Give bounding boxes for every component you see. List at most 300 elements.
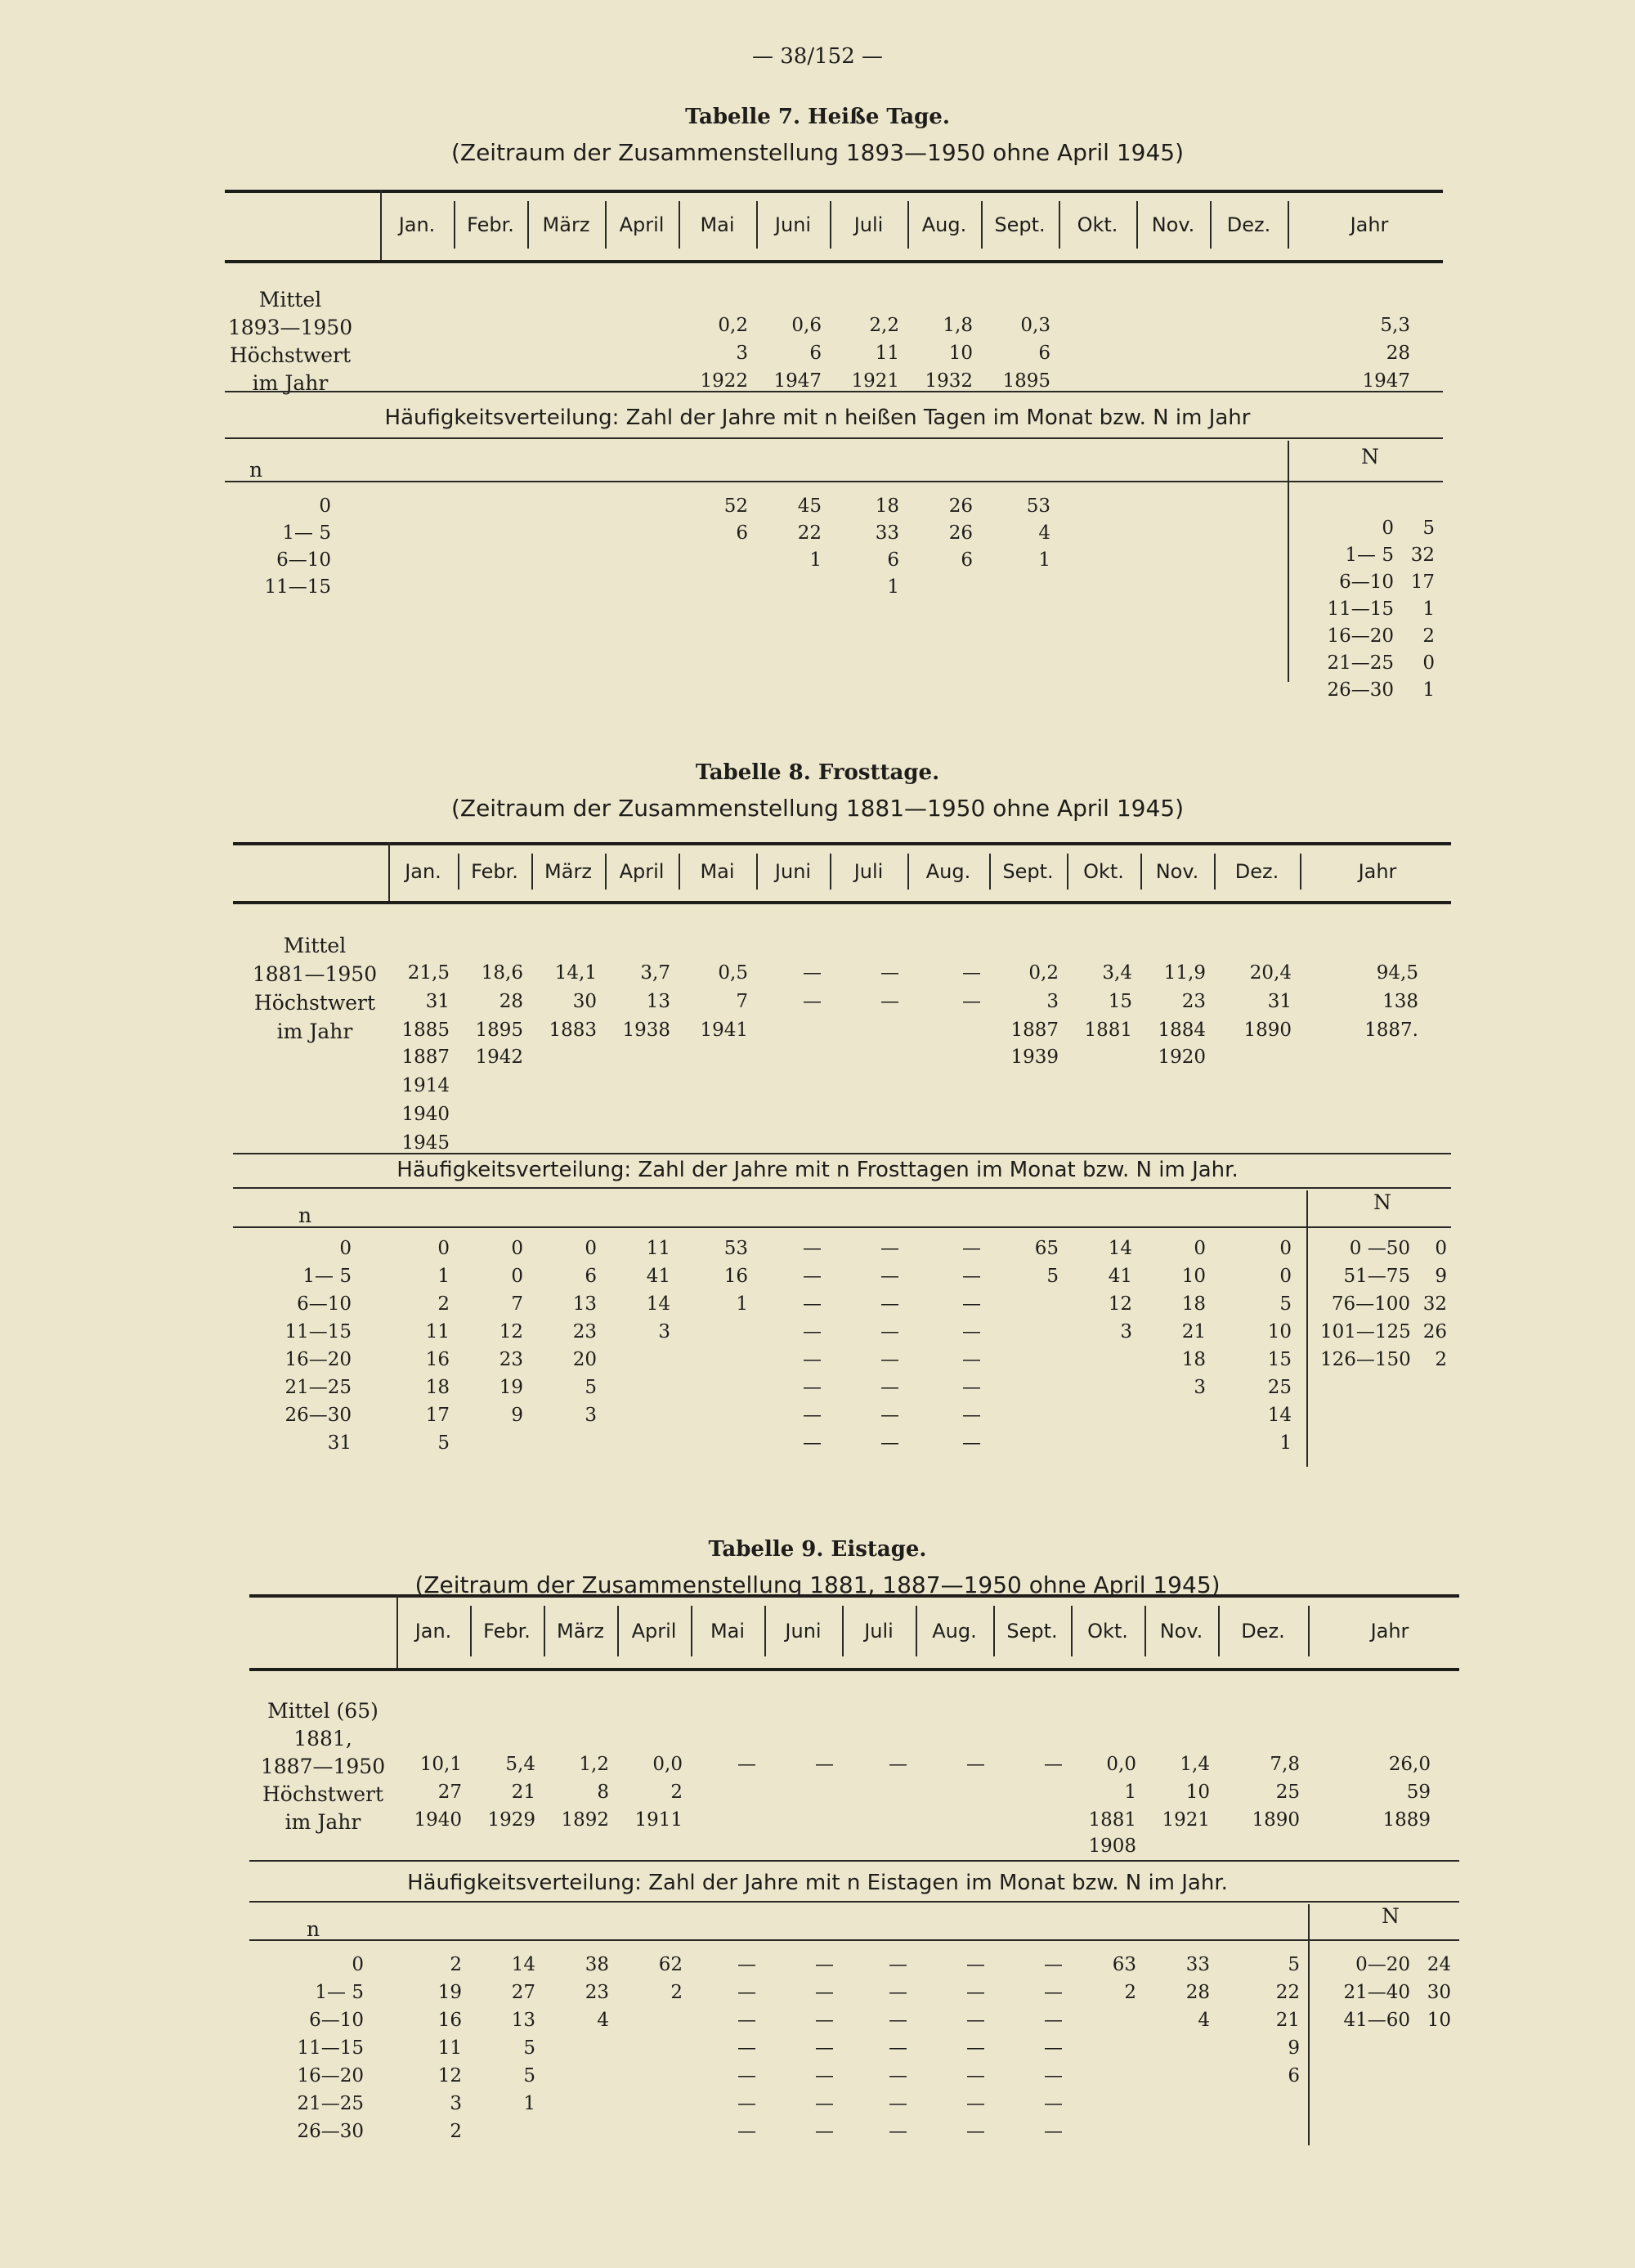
table8-stat-label: im Jahr [276, 1020, 353, 1043]
table9-freq-n-label: 16—20 [297, 2065, 364, 2086]
table9-freq-cell: — [737, 1982, 756, 2003]
table8-freq-cell: 23 [499, 1349, 523, 1370]
table8-freq-cell: 7 [511, 1293, 523, 1315]
table8-freq-cell: — [880, 1432, 899, 1454]
table8-stat-cell: 0,2 [1028, 962, 1059, 984]
table8-freq-cell: — [803, 1321, 822, 1342]
table8-freq-cell: — [962, 1405, 981, 1426]
table8-freq-cell: 15 [1267, 1349, 1292, 1370]
table8-freq-cell: — [803, 1266, 822, 1287]
table7-freq-cell: 1 [809, 549, 822, 571]
table8-stat-year-cell: 94,5 [1376, 962, 1418, 984]
table8-header-month: Aug. [925, 860, 971, 883]
table8-N-header: N [1373, 1190, 1391, 1214]
table8-freq-n-label: 31 [327, 1432, 352, 1454]
table7-freq-n-label: 1— 5 [282, 522, 331, 544]
table7-N-count: 1 [1422, 679, 1435, 701]
table9-freq-cell: 62 [658, 1954, 683, 1975]
table7-freq-n-label: 0 [319, 495, 331, 517]
table8-freq-cell: — [880, 1266, 899, 1287]
table9-freq-cell: 19 [437, 1982, 462, 2003]
table9-stat-cell: 1929 [487, 1809, 535, 1831]
table9-stat-cell: 2 [670, 1782, 683, 1803]
table8-freq-cell: 17 [425, 1405, 450, 1426]
table7-N-divider [1288, 441, 1289, 682]
table9-freq-cell: — [1044, 2037, 1063, 2059]
table8-header-month: Okt. [1083, 860, 1124, 883]
table9-freq-cell: 5 [1288, 1954, 1300, 1975]
table8-stat-cell: 23 [1181, 991, 1206, 1012]
table9-header-divider [1071, 1606, 1073, 1656]
table8-freq-cell: — [803, 1238, 822, 1259]
table8-stat-cell: — [880, 991, 899, 1012]
table9-stat-cell: 27 [437, 1782, 462, 1803]
table8-header-divider [531, 854, 533, 890]
table7-freq-cell: 6 [887, 549, 899, 571]
table9-n-header: n [307, 1917, 320, 1941]
table8-freq-cell: 6 [585, 1266, 597, 1287]
table9-freq-cell: — [815, 2037, 834, 2059]
table8-freq-cell: 14 [1108, 1238, 1132, 1259]
table9-freq-cell: 2 [670, 1982, 683, 2003]
table7-stat-label: Mittel [258, 288, 322, 312]
table8-header-month: März [544, 860, 592, 883]
table9-header-month: Febr. [483, 1620, 531, 1643]
table9-stat-year-cell: 26,0 [1388, 1754, 1431, 1775]
table8-stat-year-cell: 1887. [1364, 1020, 1418, 1041]
table9-header-month: Mai [710, 1620, 746, 1643]
table9-freq-cell: 28 [1185, 1982, 1210, 2003]
table7-freq-cell: 4 [1038, 522, 1050, 544]
table9-freq-cell: — [889, 2093, 907, 2114]
table8-freq-cell: — [880, 1238, 899, 1259]
table8-freq-n-label: 11—15 [284, 1321, 352, 1342]
page-number: — 38/152 — [752, 44, 883, 69]
table9-header-divider [842, 1606, 844, 1656]
table7-freq-cell: 22 [797, 522, 822, 544]
table8-header-month: Juni [774, 860, 812, 883]
table8-freq-cell: — [962, 1321, 981, 1342]
table9-freq-cell: — [815, 1954, 834, 1975]
table7-header-month: Mai [700, 213, 735, 236]
table8-freq-cell: — [803, 1349, 822, 1370]
table9-stat-cell: 1940 [414, 1809, 462, 1831]
table8-freq-cell: 1 [437, 1266, 450, 1287]
table7-stat-cell: 0,3 [1020, 315, 1050, 336]
table7-freq-cell: 45 [797, 495, 822, 517]
table9-N-count: 10 [1427, 2010, 1451, 2031]
table9-freq-cell: — [889, 1982, 907, 2003]
table9-header-month: Sept. [1006, 1620, 1058, 1643]
table8-stat-cell: — [803, 962, 822, 984]
table8-stat-cell: — [880, 962, 899, 984]
table9-freq-cell: 9 [1288, 2037, 1300, 2059]
table8-extra-year-cell: 1939 [1010, 1047, 1059, 1068]
table8-freq-n-label: 21—25 [284, 1377, 352, 1398]
table8-header-top-rule [233, 842, 1451, 845]
table8-freq-cell: 23 [572, 1321, 597, 1342]
table9-freq-cell: 23 [585, 1982, 609, 2003]
table7-header-month: Febr. [467, 213, 514, 236]
table8-N-range: 76—100 [1331, 1293, 1410, 1315]
table9-stat-cell: — [1044, 1754, 1063, 1775]
table8-freq-n-label: 16—20 [284, 1349, 352, 1370]
table7-freq-cell: 33 [875, 522, 899, 544]
table8-extra-year-cell: 1920 [1158, 1047, 1206, 1068]
table8-header-month: Nov. [1155, 860, 1199, 883]
table8-freq-cell: — [803, 1432, 822, 1454]
table9-freq-n-label: 6—10 [309, 2010, 364, 2031]
table8-freq-cell: 19 [499, 1377, 523, 1398]
table8-freq-n-label: 26—30 [284, 1405, 352, 1426]
table9-freq-cell: — [1044, 1982, 1063, 2003]
table9-freq-header-rule [249, 1939, 1459, 1941]
table8-freq-cell: — [880, 1293, 899, 1315]
table8-n-header: n [298, 1203, 312, 1227]
table9-header-divider [916, 1606, 917, 1656]
table8-freq-cell: 14 [646, 1293, 670, 1315]
table8-extra-year-cell: 1887 [401, 1047, 450, 1068]
table7-freq-cell: 1 [1038, 549, 1050, 571]
table8-extra-year-cell: 1914 [401, 1075, 450, 1096]
table9-freq-cell: — [1044, 2121, 1063, 2142]
table8-header-month: April [619, 860, 665, 883]
table9-stat-cell: — [889, 1754, 907, 1775]
table8-header-divider [989, 854, 991, 890]
table7-freq-n-label: 6—10 [276, 549, 331, 571]
table9-header-top-rule [249, 1594, 1459, 1598]
table8-stat-cell: 1881 [1084, 1020, 1132, 1041]
table7-header-divider [605, 201, 607, 249]
table9-freq-cell: — [1044, 2065, 1063, 2086]
table9-freq-n-label: 11—15 [297, 2037, 364, 2059]
table8-N-count: 2 [1435, 1349, 1447, 1370]
table9-freq-n-label: 0 [352, 1954, 364, 1975]
table8-freq-top-rule [233, 1153, 1451, 1154]
table9-header-divider [544, 1606, 545, 1656]
table8-freq-cell: — [803, 1293, 822, 1315]
table9-freq-cell: — [966, 2037, 985, 2059]
table9-header-month: Juni [785, 1620, 822, 1643]
table9-freq-cell: — [966, 2065, 985, 2086]
table8-header-divider [1140, 854, 1142, 890]
table9-stat-cell: — [966, 1754, 985, 1775]
table9-stat-label: Höchstwert [262, 1782, 384, 1806]
table9-stat-cell: 1921 [1162, 1809, 1210, 1831]
table9-freq-cell: — [815, 2093, 834, 2114]
table9-freq-n-label: 26—30 [297, 2121, 364, 2142]
table9-header-divider [470, 1606, 472, 1656]
table8-stat-cell: 7 [736, 991, 748, 1012]
table9-freq-cell: — [815, 1982, 834, 2003]
table7-header-month: Juli [853, 213, 884, 236]
table7-freq-title-rule [225, 437, 1443, 439]
table9-freq-n-label: 21—25 [297, 2093, 364, 2114]
table8-header-month: Dez. [1234, 860, 1279, 883]
table9-header-divider [1144, 1606, 1146, 1656]
table9-freq-cell: — [889, 2121, 907, 2142]
table9-stat-cell: 1911 [634, 1809, 683, 1831]
table9-N-count: 30 [1427, 1982, 1451, 2003]
table9-stat-label: 1887—1950 [260, 1755, 386, 1778]
table9-freq-cell: 63 [1112, 1954, 1136, 1975]
table7-freq-header-rule [225, 481, 1443, 482]
table8-header-month: Mai [700, 860, 735, 883]
table7-header-bottom-rule [225, 260, 1443, 263]
table9-freq-cell: 38 [585, 1954, 609, 1975]
table8-freq-cell: 0 [585, 1238, 597, 1259]
table7-header-divider [1210, 201, 1212, 249]
table7-header-month: Dez. [1226, 213, 1271, 236]
table8-header-divider [605, 854, 607, 890]
table9-N-range: 0—20 [1355, 1954, 1410, 1975]
table7-header-month: Jan. [398, 213, 436, 236]
table8-stat-cell: 1895 [475, 1020, 523, 1041]
table9-freq-cell: 13 [511, 2010, 535, 2031]
table8-N-range: 51—75 [1343, 1266, 1410, 1287]
table8-header-divider [458, 854, 459, 890]
table9-subtitle: (Zeitraum der Zusammenstellung 1881, 1887—1950 ohne April 1945) [414, 1571, 1221, 1598]
table7-subtitle: (Zeitraum der Zusammenstellung 1893—1950 ohne April 1945) [450, 139, 1185, 166]
table8-freq-cell: 10 [1181, 1266, 1206, 1287]
table8-freq-cell: 0 [511, 1266, 523, 1287]
table8-freq-cell: 9 [511, 1405, 523, 1426]
table8-stat-cell: — [803, 991, 822, 1012]
table8-subtitle: (Zeitraum der Zusammenstellung 1881—1950 ohne April 1945) [450, 795, 1185, 822]
table8-freq-cell: 3 [585, 1405, 597, 1426]
table9-freq-cell: 12 [437, 2065, 462, 2086]
table8-stat-cell: 15 [1108, 991, 1132, 1012]
table8-freq-cell: 0 [1194, 1238, 1206, 1259]
table9-header-month: Aug. [932, 1620, 977, 1643]
table9-stat-cell: 1,2 [579, 1754, 609, 1775]
table9-freq-cell: — [889, 1954, 907, 1975]
table7-header-year: Jahr [1350, 213, 1389, 236]
table8-extra-year-cell: 1945 [401, 1132, 450, 1154]
table7-header-month: Juni [774, 213, 812, 236]
table8-freq-cell: — [880, 1377, 899, 1398]
table8-freq-cell: 21 [1181, 1321, 1206, 1342]
table9-freq-cell: — [815, 2121, 834, 2142]
table9-header-month: Jan. [414, 1620, 452, 1643]
table9-freq-n-label: 1— 5 [315, 1982, 364, 2003]
table9-stat-cell: — [815, 1754, 834, 1775]
table8-N-divider [1306, 1190, 1308, 1467]
table9-N-range: 21—40 [1343, 1982, 1410, 2003]
table7-freq-cell: 6 [736, 522, 748, 544]
table7-N-count: 2 [1422, 625, 1435, 647]
table9-freq-cell: — [737, 2010, 756, 2031]
table9-header-divider [1308, 1606, 1310, 1656]
table8-freq-cell: 16 [723, 1266, 748, 1287]
table9-header-divider [617, 1606, 619, 1656]
table8-freq-cell: 3 [1120, 1321, 1132, 1342]
table8-stat-cell: 1885 [401, 1020, 450, 1041]
table8-freq-cell: 0 [1279, 1266, 1292, 1287]
table9-stat-cell: 1 [1124, 1782, 1136, 1803]
table9-freq-cell: — [1044, 2010, 1063, 2031]
table8-freq-cell: — [880, 1405, 899, 1426]
table9-N-count: 24 [1427, 1954, 1451, 1975]
table7-stat-year-cell: 5,3 [1380, 315, 1410, 336]
table7-header-divider [907, 201, 909, 249]
table8-stat-cell: 0,5 [718, 962, 748, 984]
table7-freq-cell: 1 [887, 576, 899, 598]
table9-header-month: Nov. [1159, 1620, 1203, 1643]
table8-stat-cell: 3,7 [640, 962, 670, 984]
table9-freq-cell: 3 [450, 2093, 462, 2114]
table7-stat-cell: 6 [1038, 343, 1050, 364]
table8-header-month: Febr. [471, 860, 518, 883]
table9-stat-cell: — [737, 1754, 756, 1775]
table9-stat-cell: 10,1 [419, 1754, 462, 1775]
table9-N-range: 41—60 [1343, 2010, 1410, 2031]
table8-freq-cell: 18 [1181, 1293, 1206, 1315]
table9-freq-cell: 4 [1198, 2010, 1210, 2031]
table9-stat-cell: 1881 [1088, 1809, 1136, 1831]
table8-header-divider [1067, 854, 1068, 890]
table8-freq-cell: 5 [585, 1377, 597, 1398]
table8-freq-cell: 65 [1034, 1238, 1059, 1259]
table7-stat-cell: 1,8 [943, 315, 973, 336]
table8-freq-header-rule [233, 1226, 1451, 1228]
table7-header-month: Nov. [1151, 213, 1195, 236]
table7-N-range: 16—20 [1327, 625, 1394, 647]
table7-stat-cell: 10 [948, 343, 973, 364]
table8-freq-cell: 5 [1279, 1293, 1292, 1315]
table8-stat-cell: 3,4 [1102, 962, 1132, 984]
table7-n-header: n [249, 458, 263, 482]
table8-freq-cell: — [880, 1321, 899, 1342]
table8-freq-cell: — [962, 1238, 981, 1259]
table9-header-divider [1218, 1606, 1220, 1656]
table8-stat-cell: 20,4 [1249, 962, 1292, 984]
table9-freq-cell: — [815, 2065, 834, 2086]
table7-stat-label: 1893—1950 [227, 316, 353, 339]
table7-stat-cell: 1921 [851, 370, 899, 392]
table9-freq-cell: 2 [450, 2121, 462, 2142]
table7-freq-title: Häufigkeitsverteilung: Zahl der Jahre mit n heißen Tagen im Monat bzw. N im Jahr [384, 406, 1251, 430]
table7-N-header: N [1361, 445, 1379, 468]
table8-header-divider [830, 854, 831, 890]
table9-header-month: Juli [864, 1620, 894, 1643]
table8-freq-cell: 12 [499, 1321, 523, 1342]
table8-freq-cell: 16 [425, 1349, 450, 1370]
table7-freq-n-label: 11—15 [264, 576, 331, 598]
table9-freq-cell: 1 [523, 2093, 535, 2114]
table9-freq-cell: 2 [450, 1954, 462, 1975]
table9-freq-cell: 5 [523, 2065, 535, 2086]
table7-N-count: 1 [1422, 598, 1435, 620]
table8-stat-cell: — [962, 962, 981, 984]
table8-freq-cell: 18 [1181, 1349, 1206, 1370]
table7-title: Tabelle 7. Heiße Tage. [685, 105, 950, 129]
table9-freq-cell: — [737, 2121, 756, 2142]
table7-N-range: 6—10 [1339, 571, 1394, 593]
table8-stat-cell: 3 [1046, 991, 1059, 1012]
table8-freq-cell: 25 [1267, 1377, 1292, 1398]
table8-freq-cell: 11 [646, 1238, 670, 1259]
table7-N-range: 26—30 [1327, 679, 1394, 701]
table8-freq-cell: 1 [1279, 1432, 1292, 1454]
table7-header-month: März [542, 213, 590, 236]
table9-stat-cell: 0,0 [1106, 1754, 1136, 1775]
table8-extra-year-cell: 1940 [401, 1104, 450, 1125]
table8-freq-cell: 11 [425, 1321, 450, 1342]
table9-title: Tabelle 9. Eistage. [708, 1537, 927, 1562]
table9-freq-cell: — [966, 2010, 985, 2031]
table7-N-range: 1— 5 [1345, 545, 1394, 566]
table8-N-range: 0 —50 [1349, 1238, 1410, 1259]
table7-header-divider [1136, 201, 1138, 249]
table7-N-count: 5 [1422, 518, 1435, 539]
table8-freq-cell: — [880, 1349, 899, 1370]
table9-header-month: April [631, 1620, 677, 1643]
table8-stat-cell: 1890 [1243, 1020, 1292, 1041]
table8-freq-cell: 10 [1267, 1321, 1292, 1342]
table9-freq-cell: 22 [1275, 1982, 1300, 2003]
table8-title: Tabelle 8. Frosttage. [695, 760, 940, 785]
table8-freq-cell: 0 [1279, 1238, 1292, 1259]
table7-freq-cell: 52 [723, 495, 748, 517]
table7-header-month: Aug. [921, 213, 967, 236]
table8-freq-cell: — [962, 1377, 981, 1398]
table7-header-divider [1288, 201, 1289, 249]
table7-stat-cell: 1895 [1002, 370, 1050, 392]
table8-header-month: Sept. [1002, 860, 1054, 883]
table8-N-count: 26 [1422, 1321, 1447, 1342]
table9-freq-cell: — [966, 1954, 985, 1975]
table8-stat-cell: — [962, 991, 981, 1012]
table9-stat-cell: 8 [597, 1782, 609, 1803]
table9-stat-cell: 7,8 [1270, 1754, 1300, 1775]
table8-stat-cell: 28 [499, 991, 523, 1012]
table8-freq-cell: — [962, 1266, 981, 1287]
table9-freq-cell: 5 [523, 2037, 535, 2059]
table9-freq-cell: — [737, 2037, 756, 2059]
table7-stat-cell: 2,2 [869, 315, 899, 336]
table9-freq-cell: 4 [597, 2010, 609, 2031]
table9-header-bottom-rule [249, 1668, 1459, 1671]
table9-freq-cell: — [966, 2121, 985, 2142]
table8-freq-cell: 3 [1194, 1377, 1206, 1398]
table9-stat-cell: 25 [1275, 1782, 1300, 1803]
table9-stat-cell: 5,4 [505, 1754, 535, 1775]
table8-freq-cell: 14 [1267, 1405, 1292, 1426]
table9-stat-cell: 21 [511, 1782, 535, 1803]
table9-header-month: März [557, 1620, 604, 1643]
table8-stat-cell: 18,6 [481, 962, 523, 984]
table8-freq-cell: 18 [425, 1377, 450, 1398]
table8-stat-cell: 1884 [1158, 1020, 1206, 1041]
table9-stat-year-cell: 1889 [1382, 1809, 1431, 1831]
table8-freq-cell: 0 [511, 1238, 523, 1259]
table7-stat-year-cell: 1947 [1362, 370, 1410, 392]
table8-freq-cell: 1 [736, 1293, 748, 1315]
table9-stat-cell: 1892 [561, 1809, 609, 1831]
table8-header-divider [679, 854, 680, 890]
table7-header-divider [454, 201, 455, 249]
table8-freq-cell: 53 [723, 1238, 748, 1259]
table9-extra-year-cell: 1908 [1088, 1835, 1136, 1857]
table8-freq-cell: 13 [572, 1293, 597, 1315]
table7-stat-cell: 6 [809, 343, 822, 364]
table8-freq-title: Häufigkeitsverteilung: Zahl der Jahre mit n Frosttagen im Monat bzw. N im Jahr. [396, 1158, 1239, 1182]
table8-freq-cell: 2 [437, 1293, 450, 1315]
table8-N-count: 32 [1422, 1293, 1447, 1315]
table7-N-count: 0 [1422, 652, 1435, 674]
table7-stat-cell: 1947 [773, 370, 822, 392]
